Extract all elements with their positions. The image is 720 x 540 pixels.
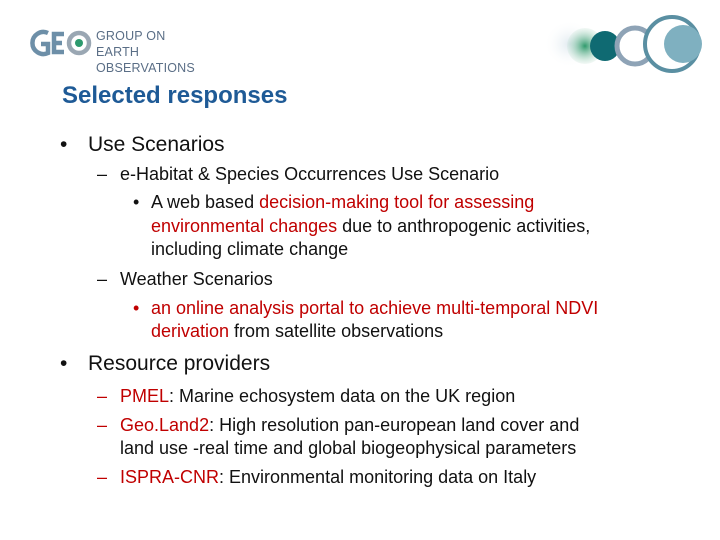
dash-marker: –: [97, 164, 108, 184]
weather-detail-highlight-2: derivation: [151, 321, 230, 341]
dash-marker: –: [97, 269, 108, 289]
weather-detail-line-2: [151, 320, 443, 342]
dash-marker: –: [97, 467, 108, 487]
habitat-detail-prefix: A web based: [151, 192, 260, 212]
weather-scenario-label: Weather Scenarios: [120, 269, 273, 289]
slide-title: Selected responses: [62, 82, 288, 109]
bullet-marker: •: [133, 298, 140, 318]
logo-line-2: EARTH OBSERVATIONS: [96, 45, 195, 75]
provider-geoland-text: : High resolution pan-european land cover and: [209, 415, 580, 435]
provider-geoland: [120, 414, 579, 436]
weather-detail-rest: from satellite observations: [229, 321, 444, 341]
provider-pmel-name: PMEL: [120, 386, 170, 406]
habitat-scenario-label: e-Habitat & Species Occurrences Use Scenario: [120, 164, 500, 184]
provider-ispra: [120, 466, 536, 488]
logo-line-1: GROUP ON: [96, 29, 166, 43]
weather-detail-line-1: an online analysis portal to achieve multi-temporal NDVI: [151, 298, 599, 318]
provider-ispra-text: : Environmental monitoring data on Italy: [219, 467, 537, 487]
habitat-detail-rest: due to anthropogenic activities,: [337, 216, 591, 236]
provider-ispra-name: ISPRA-CNR: [120, 467, 220, 487]
provider-pmel: [120, 385, 515, 407]
bullet-marker: •: [133, 192, 140, 212]
dash-marker: –: [97, 386, 108, 406]
resource-providers-heading: Resource providers: [88, 352, 271, 375]
bullet-marker: •: [60, 352, 68, 375]
habitat-detail-line-3: including climate change: [151, 239, 349, 259]
habitat-detail-highlight-1: decision-making tool for assessing: [259, 192, 535, 212]
bullet-marker: •: [60, 133, 68, 156]
provider-pmel-text: : Marine echosystem data on the UK region: [169, 386, 516, 406]
dash-marker: –: [97, 415, 108, 435]
habitat-detail-line-2: [151, 215, 590, 237]
provider-geoland-line-2: land use -real time and global biogeophysical parameters: [120, 438, 577, 458]
habitat-detail-highlight-2: environmental changes: [151, 216, 338, 236]
use-scenarios-heading: Use Scenarios: [88, 133, 225, 156]
provider-geoland-name: Geo.Land2: [120, 415, 210, 435]
habitat-detail-line-1: [151, 191, 534, 213]
